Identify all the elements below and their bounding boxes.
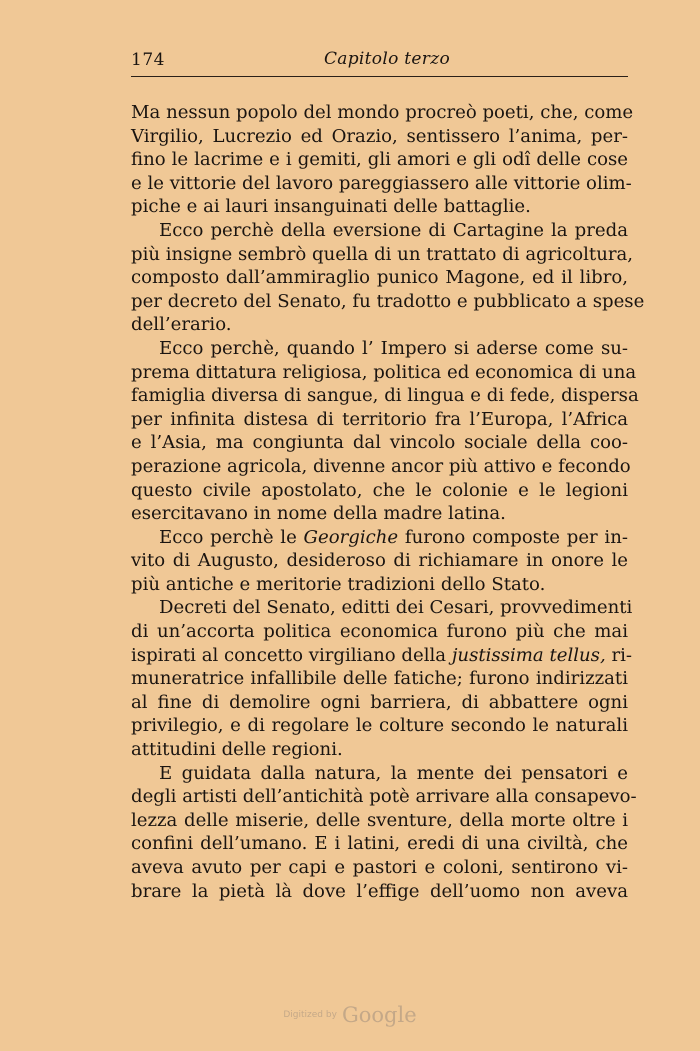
text-line: vito di Augusto, desideroso di richiamare in onore le [131, 550, 628, 572]
text-line: degli artisti dell’antichità potè arrivare alla consapevo- [131, 786, 637, 808]
text-line: più insigne sembrò quella di un trattato di agricoltura, [131, 243, 634, 265]
header-rule [131, 76, 628, 77]
text-line: attitudini delle regioni. [131, 739, 343, 761]
text-line: famiglia diversa di sangue, di lingua e di fede, dispersa [131, 385, 639, 407]
text-line: fino le lacrime e i gemiti, gli amori e gli odî delle cose [131, 149, 628, 171]
text-line: aveva avuto per capi e pastori e coloni, sentirono vi- [131, 857, 628, 878]
text-line: Ecco perchè, quando l’ Impero si aderse come su- [159, 337, 628, 359]
google-logo: Google [342, 1003, 417, 1027]
text-line: brare la pietà là dove l’effige dell’uomo non aveva [131, 880, 628, 902]
text-line: per infinita distesa di territorio fra l’Europa, l’Africa [131, 408, 628, 430]
watermark-prefix: Digitized by [283, 1010, 337, 1020]
page-number: 174 [131, 50, 165, 70]
text-line: Ecco perchè le Georgiche furono composte per in- [159, 526, 628, 548]
text-line: prema dittatura religiosa, politica ed economica di una [131, 361, 637, 383]
text-line: Ma nessun popolo del mondo procreò poeti, che, come [131, 102, 634, 123]
text-line: muneratrice infallibile delle fatiche; furono indirizzati [131, 668, 628, 690]
text-line: più antiche e meritorie tradizioni dello Stato. [131, 573, 546, 595]
text-line: questo civile apostolato, che le colonie e le legioni [131, 479, 628, 501]
text-line: e le vittorie del lavoro pareggiassero alle vittorie olim- [131, 172, 632, 194]
text-line: per decreto del Senato, fu tradotto e pubblicato a spese [131, 290, 645, 312]
text-line: piche e ai lauri insanguinati delle battaglie. [131, 196, 531, 218]
body-text [131, 101, 645, 903]
text-line: ispirati al concetto virgiliano della justissima tellus, ri- [131, 644, 633, 666]
text-line: perazione agricola, divenne ancor più attivo e fecondo [131, 455, 631, 477]
text-line: lezza delle miserie, delle sventure, della morte oltre i [131, 809, 628, 831]
text-line: composto dall’ammiraglio punico Magone, ed il libro, [131, 267, 628, 289]
text-line: e l’Asia, ma congiunta dal vincolo sociale della coo- [131, 432, 628, 454]
text-line: E guidata dalla natura, la mente dei pensatori e [159, 762, 628, 784]
text-line: al fine di demolire ogni barriera, di abbattere ogni [131, 691, 628, 713]
text-line: Ecco perchè della eversione di Cartagine la preda [159, 219, 628, 241]
text-line: di un’accorta politica economica furono più che mai [131, 621, 628, 643]
text-line: Virgilio, Lucrezio ed Orazio, sentissero l’anima, per- [131, 125, 628, 147]
page-header [131, 50, 626, 72]
text-line: esercitavano in nome della madre latina. [131, 503, 506, 525]
text-line: confini dell’umano. E i latini, eredi di una civiltà, che [131, 833, 628, 855]
digitized-watermark [0, 1003, 700, 1027]
text-line: dell’erario. [131, 314, 232, 336]
text-line: Decreti del Senato, editti dei Cesari, provvedimenti [159, 597, 633, 619]
italic-title: Georgiche [303, 526, 399, 548]
running-title: Capitolo terzo [324, 49, 451, 69]
italic-quote: justissima tellus, [451, 644, 606, 666]
text-line: privilegio, e di regolare le colture secondo le naturali [131, 715, 628, 737]
